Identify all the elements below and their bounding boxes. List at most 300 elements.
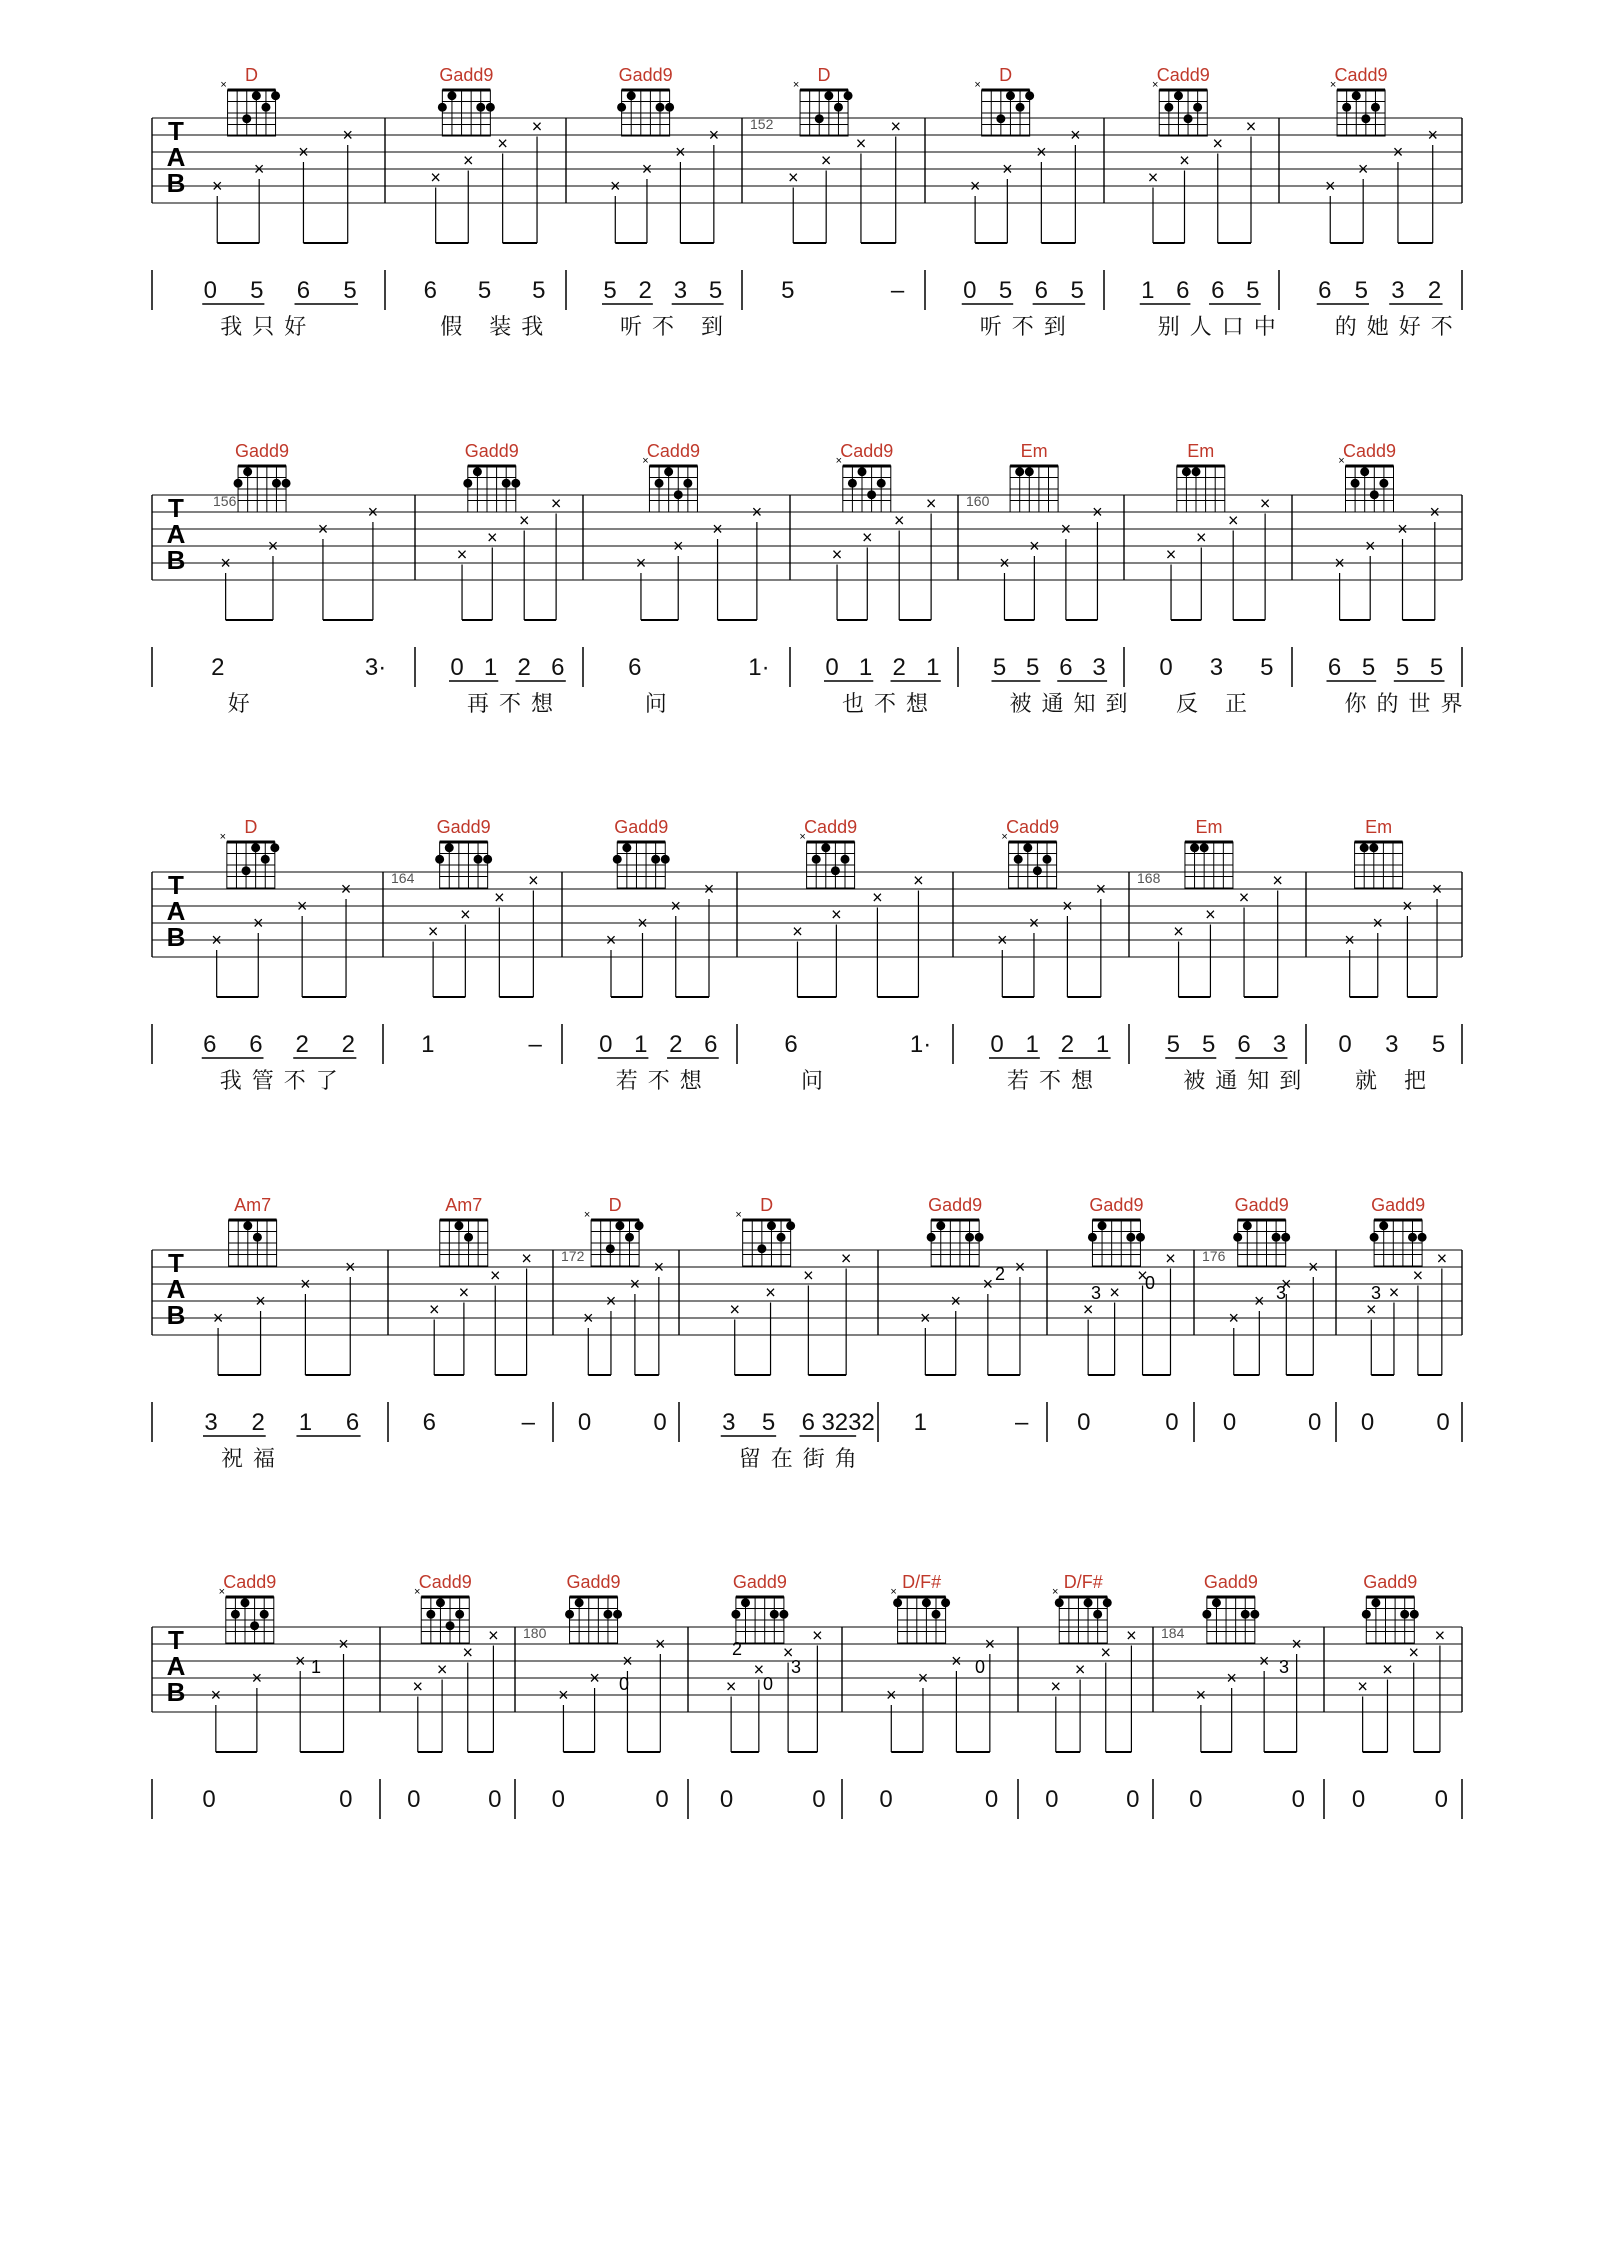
tab-note-x: × <box>1357 1676 1368 1697</box>
tab-note-x: × <box>950 1291 961 1311</box>
chord-name: D <box>999 65 1013 85</box>
chord-dot <box>243 467 252 476</box>
tab-note-x: × <box>1408 1642 1419 1663</box>
tab-note-x: × <box>1344 930 1355 950</box>
chord-diagram <box>1052 1586 1112 1643</box>
jianpu-note: 0 <box>812 1786 826 1813</box>
chord-dot <box>844 91 853 100</box>
tab-note-x: × <box>675 142 686 162</box>
jianpu-note: 0 <box>450 654 464 681</box>
tab-note-x: × <box>1050 1676 1062 1697</box>
lyric-text: 就 把 <box>1355 1069 1436 1094</box>
tab-note-x: × <box>1095 879 1107 899</box>
chord-diagram <box>1177 466 1225 512</box>
tab-note-x: × <box>886 1685 897 1705</box>
tab-note-x: × <box>1173 921 1184 942</box>
tab-note-x: × <box>296 896 308 916</box>
jianpu-note: 3 <box>673 277 688 304</box>
tab-note-x: × <box>862 527 873 548</box>
tab-note-x: × <box>803 1265 814 1286</box>
tab-note-x: × <box>753 1659 765 1680</box>
chord-dot <box>436 1598 445 1607</box>
chord-diagram <box>438 90 495 136</box>
jianpu-note: 5 <box>1201 1031 1216 1058</box>
chord-name: D <box>245 65 259 85</box>
chord-dot <box>655 479 664 488</box>
chord-dot <box>1360 843 1369 852</box>
chord-name: Am7 <box>234 1195 272 1215</box>
chord-dot <box>651 855 660 864</box>
tab-clef: A <box>166 1651 186 1681</box>
bar-number: 180 <box>523 1625 547 1641</box>
jianpu-note: 6 <box>628 654 642 681</box>
chord-diagram <box>642 455 697 512</box>
jianpu-note: – <box>890 277 905 304</box>
chord-dot <box>272 479 281 488</box>
chord-dot <box>767 1221 776 1230</box>
tab-note-x: × <box>1092 502 1103 522</box>
chord-dot <box>260 1610 269 1619</box>
tab-note-x: × <box>872 887 883 908</box>
chord-dot <box>1103 1598 1112 1607</box>
tab-note-x: × <box>999 553 1010 573</box>
chord-dot <box>1164 103 1173 112</box>
jianpu-note: 6 <box>423 277 437 304</box>
tab-note-x: × <box>1179 150 1190 171</box>
chord-dot <box>622 843 631 852</box>
chord-dot <box>1098 1221 1107 1230</box>
tab-note-x: × <box>558 1685 569 1705</box>
chord-dot <box>473 467 482 476</box>
chord-diagram <box>1330 79 1385 136</box>
jianpu-note: 0 <box>488 1786 502 1813</box>
jianpu-note: 3 <box>1092 654 1106 681</box>
chord-name: D/F# <box>902 1572 942 1592</box>
tab-note-x: × <box>1259 493 1271 514</box>
tab-note-x: × <box>1060 519 1072 539</box>
mute-mark: × <box>799 831 806 843</box>
bar-number: 160 <box>966 493 990 509</box>
chord-name: Cadd9 <box>1156 65 1210 85</box>
chord-dot <box>261 103 270 112</box>
jianpu-note: 0 <box>879 1786 893 1813</box>
chord-dot <box>1043 855 1052 864</box>
chord-dot <box>824 91 833 100</box>
jianpu-note: 0 <box>551 1786 565 1813</box>
tab-clef: B <box>166 922 186 952</box>
chord-diagram <box>440 1220 488 1266</box>
tab-note-x: × <box>1226 1668 1237 1688</box>
jianpu-note: 5 <box>1166 1031 1180 1058</box>
jianpu-note: 0 <box>1291 1786 1306 1813</box>
chord-dot <box>674 490 683 499</box>
mute-mark: × <box>642 455 649 467</box>
mute-mark: × <box>218 1586 226 1598</box>
chord-dot <box>757 1244 766 1253</box>
chord-dot <box>252 91 261 100</box>
chord-dot <box>231 1610 240 1619</box>
tab-note-x: × <box>550 493 562 514</box>
jianpu-note: 6 <box>1059 654 1073 681</box>
chord-dot <box>1250 1610 1259 1619</box>
tab-note-x: × <box>729 1299 740 1320</box>
bar-number: 168 <box>1137 870 1161 886</box>
tab-fret-number: 2 <box>994 1264 1006 1284</box>
tab-note-x: × <box>1364 536 1376 556</box>
mute-mark: × <box>220 79 227 91</box>
tab-note-x: × <box>913 870 924 891</box>
chord-diagram <box>836 455 891 512</box>
chord-name: Gadd9 <box>1371 1195 1426 1215</box>
jianpu-note: 5 <box>1070 277 1084 304</box>
lyric-text: 假 装我 <box>440 315 554 340</box>
chord-dot <box>779 1610 788 1619</box>
lyric-text: 听不到 <box>979 315 1076 340</box>
jianpu-note: 0 <box>1165 1409 1179 1436</box>
chord-diagram <box>1355 842 1403 888</box>
chord-name: Am7 <box>445 1195 483 1215</box>
tab-note-x: × <box>703 879 715 899</box>
chord-diagram <box>1001 831 1056 888</box>
chord-name: Cadd9 <box>1006 817 1060 837</box>
chord-dot <box>858 467 867 476</box>
tab-note-x: × <box>831 544 843 565</box>
tab-note-x: × <box>1100 1642 1112 1663</box>
tab-note-x: × <box>765 1282 776 1303</box>
tab-note-x: × <box>1372 913 1384 933</box>
tab-note-x: × <box>1245 116 1257 137</box>
jianpu-note: 1 <box>421 1031 435 1058</box>
tab-note-x: × <box>653 1257 665 1277</box>
lyric-text: 反 正 <box>1176 692 1257 717</box>
chord-name: Gadd9 <box>436 817 491 837</box>
tab-fret-number: 1 <box>310 1657 322 1677</box>
chord-diagram <box>1338 455 1393 512</box>
tab-note-x: × <box>298 142 309 162</box>
chord-dot <box>1200 843 1209 852</box>
tab-note-x: × <box>997 930 1008 950</box>
tab-note-x: × <box>605 1291 617 1311</box>
chord-name: Gadd9 <box>1234 1195 1289 1215</box>
tab-note-x: × <box>708 125 720 145</box>
tab-note-x: × <box>344 1257 356 1277</box>
chord-dot <box>1174 91 1183 100</box>
jianpu-note: 0 <box>1077 1409 1091 1436</box>
chord-dot <box>922 1598 931 1607</box>
tab-note-x: × <box>641 159 653 179</box>
tab-note-x: × <box>917 1668 929 1688</box>
tab-note-x: × <box>982 1274 994 1294</box>
tab-note-x: × <box>1434 1625 1446 1646</box>
tab-note-x: × <box>1392 142 1404 162</box>
tab-note-x: × <box>1412 1265 1424 1286</box>
chord-dot <box>1212 1598 1221 1607</box>
jianpu-note: – <box>528 1031 542 1058</box>
jianpu-note: 5 <box>1395 654 1410 681</box>
bar-number: 184 <box>1161 1625 1185 1641</box>
jianpu-note: 2 <box>669 1031 683 1058</box>
jianpu-note: 0 <box>1351 1786 1366 1813</box>
chord-name: Cadd9 <box>1342 441 1397 461</box>
jianpu-note: 0 <box>202 1786 216 1813</box>
tab-fret-number: 3 <box>1275 1283 1287 1303</box>
chord-dot <box>1182 467 1191 476</box>
tab-note-x: × <box>456 544 468 565</box>
jianpu-note: 5 <box>761 1409 776 1436</box>
chord-name: D <box>244 817 258 837</box>
tab-note-x: × <box>1147 167 1159 188</box>
tab-note-x: × <box>1082 1299 1094 1320</box>
chord-diagram <box>890 1586 950 1643</box>
jianpu-note: 6 <box>1034 277 1049 304</box>
chord-dot <box>575 1598 584 1607</box>
tab-note-x: × <box>531 116 543 137</box>
bar-number: 156 <box>213 493 237 509</box>
jianpu-note: 6 <box>1237 1031 1251 1058</box>
chord-dot <box>476 103 485 112</box>
lyric-text: 问 <box>801 1069 834 1094</box>
tab-note-x: × <box>622 1651 633 1671</box>
tab-note-x: × <box>1429 502 1441 522</box>
chord-dot <box>1084 1598 1093 1607</box>
chord-dot <box>664 467 673 476</box>
chord-dot <box>1033 866 1042 875</box>
jianpu-note: 5 <box>343 277 357 304</box>
chord-name: Em <box>1365 817 1393 837</box>
tab-fret-number: 3 <box>1278 1657 1290 1677</box>
chord-dot <box>1342 103 1351 112</box>
tab-note-x: × <box>1002 159 1013 179</box>
jianpu-note: 0 <box>1189 1786 1203 1813</box>
tab-note-x: × <box>951 1651 962 1671</box>
tab-fret-number: 0 <box>974 1657 986 1677</box>
tab-clef: A <box>166 142 186 172</box>
jianpu-note: 0 <box>1222 1409 1237 1436</box>
tab-note-x: × <box>1109 1282 1120 1303</box>
chord-dot <box>831 866 840 875</box>
chord-dot <box>445 843 454 852</box>
chord-dot <box>777 1233 786 1242</box>
chord-dot <box>447 91 456 100</box>
tab-note-x: × <box>211 176 223 196</box>
chord-dot <box>1025 467 1034 476</box>
chord-dot <box>565 1610 574 1619</box>
chord-dot <box>251 843 260 852</box>
chord-name: Cadd9 <box>1334 65 1388 85</box>
chord-dot <box>1379 479 1388 488</box>
lyric-text: 我管不了 <box>219 1069 348 1094</box>
chord-name: Gadd9 <box>732 1572 787 1592</box>
chord-name: Gadd9 <box>439 65 494 85</box>
tab-note-x: × <box>1272 870 1283 891</box>
jianpu-note: 3 <box>204 1409 218 1436</box>
chord-dot <box>815 114 824 123</box>
jianpu-note: 5 <box>532 277 546 304</box>
jianpu-note: 0 <box>1434 1786 1448 1813</box>
jianpu-note: 5 <box>250 277 264 304</box>
jianpu-note: 1 <box>634 1031 648 1058</box>
chord-diagram <box>1185 842 1233 888</box>
chord-dot <box>1243 1221 1252 1230</box>
chord-dot <box>438 103 447 112</box>
jianpu-note: 3 <box>1385 1031 1399 1058</box>
jianpu-note: 0 <box>719 1786 734 1813</box>
mute-mark: × <box>792 79 800 91</box>
chord-dot <box>1093 1610 1102 1619</box>
chord-diagram <box>584 1209 644 1266</box>
jianpu-note: 5 <box>1429 654 1444 681</box>
chord-name: D <box>760 1195 774 1215</box>
tab-note-x: × <box>427 921 439 942</box>
jianpu-note: – <box>1014 1409 1029 1436</box>
jianpu-note: 0 <box>990 1031 1004 1058</box>
tab-note-x: × <box>436 1659 448 1680</box>
chord-diagram <box>1202 1597 1259 1643</box>
jianpu-note: 0 <box>1159 654 1173 681</box>
jianpu-note: 5 <box>992 654 1007 681</box>
chord-dot <box>1410 1610 1419 1619</box>
chord-diagram <box>229 1220 277 1266</box>
jianpu-note: 0 <box>339 1786 353 1813</box>
jianpu-note: 2 <box>517 654 531 681</box>
chord-dot <box>1014 855 1023 864</box>
bar-number: 172 <box>561 1248 585 1264</box>
tab-fret-number: 0 <box>762 1674 774 1694</box>
tab-note-x: × <box>1028 913 1040 933</box>
tab-note-x: × <box>1029 536 1040 556</box>
jianpu-note: 5 <box>1361 654 1376 681</box>
chord-dot <box>683 479 692 488</box>
jianpu-note: 6 <box>704 1031 718 1058</box>
lyric-text: 我只好 <box>220 315 317 340</box>
chord-dot <box>446 1621 455 1630</box>
chord-diagram <box>565 1597 622 1643</box>
tab-note-x: × <box>1291 1634 1302 1654</box>
chord-dot <box>635 1221 644 1230</box>
tab-note-x: × <box>672 536 684 556</box>
chord-dot <box>261 855 270 864</box>
chord-name: Gadd9 <box>566 1572 621 1592</box>
tab-clef: T <box>168 116 184 146</box>
tab-note-x: × <box>925 493 937 514</box>
chord-name: Gadd9 <box>1089 1195 1144 1215</box>
chord-dot <box>834 103 843 112</box>
jianpu-note: 0 <box>984 1786 999 1813</box>
chord-dot <box>606 1244 615 1253</box>
chord-diagram <box>617 90 674 136</box>
tab-note-x: × <box>1382 1659 1393 1680</box>
chord-dot <box>786 1221 795 1230</box>
tab-note-x: × <box>220 553 231 573</box>
tab-note-x: × <box>712 519 723 539</box>
chord-name: Gadd9 <box>618 65 673 85</box>
chord-dot <box>1370 490 1379 499</box>
chord-name: Gadd9 <box>464 441 519 461</box>
tab-note-x: × <box>655 1634 666 1654</box>
chord-dot <box>435 855 444 864</box>
chord-name: Cadd9 <box>223 1572 277 1592</box>
jianpu-note: 0 <box>1045 1786 1059 1813</box>
jianpu-note: 1· <box>748 654 770 681</box>
tab-note-x: × <box>792 921 803 942</box>
jianpu-note: 2 <box>251 1409 265 1436</box>
mute-mark: × <box>835 455 843 467</box>
chord-dot <box>1351 479 1360 488</box>
chord-dot <box>1006 91 1015 100</box>
chord-diagram <box>1370 1220 1427 1266</box>
chord-name: Gadd9 <box>614 817 669 837</box>
tab-note-x: × <box>1366 1299 1377 1320</box>
tab-clef: A <box>166 519 186 549</box>
mute-mark: × <box>1052 1586 1059 1598</box>
jianpu-note: 3 <box>1272 1031 1287 1058</box>
tab-note-x: × <box>589 1668 600 1688</box>
jianpu-note: 0 <box>577 1409 592 1436</box>
chord-diagram <box>1088 1220 1145 1266</box>
chord-dot <box>1126 1233 1135 1242</box>
lyric-text: 若不想 <box>615 1069 712 1094</box>
jianpu-note: 5 <box>1354 277 1369 304</box>
chord-diagram <box>220 79 280 136</box>
chord-dot <box>996 114 1005 123</box>
jianpu-note: 6 <box>422 1409 436 1436</box>
chord-dot <box>1190 843 1199 852</box>
tab-note-x: × <box>1137 1265 1148 1286</box>
tab-note-x: × <box>1254 1291 1265 1311</box>
chord-dot <box>1352 91 1361 100</box>
tab-note-x: × <box>840 1248 852 1269</box>
chord-diagram <box>927 1220 984 1266</box>
tab-note-x: × <box>1258 1651 1270 1671</box>
chord-diagram <box>799 831 854 888</box>
jianpu-note: 5 <box>1246 277 1260 304</box>
chord-dot <box>893 1598 902 1607</box>
jianpu-note: 5 <box>603 277 617 304</box>
chord-dot <box>253 1233 262 1242</box>
lyric-text: 祝福 <box>221 1447 286 1472</box>
chord-name: D/F# <box>1063 1572 1103 1592</box>
tab-note-x: × <box>1205 904 1216 925</box>
chord-dot <box>821 843 830 852</box>
mute-mark: × <box>1001 831 1008 843</box>
jianpu-note: 6 <box>551 654 565 681</box>
lyric-text: 的她好不 <box>1334 315 1463 340</box>
chord-name: D <box>817 65 831 85</box>
tab-clef: B <box>166 1677 186 1707</box>
chord-dot <box>731 1610 740 1619</box>
tab-note-x: × <box>1436 1248 1448 1269</box>
jianpu-note: 1 <box>926 654 940 681</box>
chord-dot <box>1408 1233 1417 1242</box>
tab-fret-number: 3 <box>1370 1283 1382 1303</box>
chord-dot <box>661 855 670 864</box>
chord-diagram <box>974 79 1034 136</box>
bar-number: 164 <box>391 870 415 886</box>
chord-dot <box>603 1610 612 1619</box>
chord-dot <box>665 103 674 112</box>
mute-mark: × <box>890 1586 897 1598</box>
chord-diagram <box>414 1586 469 1643</box>
tab-note-x: × <box>488 1625 499 1646</box>
chord-name: Cadd9 <box>646 441 700 461</box>
lyric-text: 问 <box>644 692 677 717</box>
tab-note-x: × <box>430 167 441 188</box>
chord-dot <box>1371 1598 1380 1607</box>
tab-note-x: × <box>1334 553 1345 573</box>
chord-dot <box>1088 1233 1097 1242</box>
tab-note-x: × <box>1074 1659 1086 1680</box>
chord-name: Cadd9 <box>840 441 894 461</box>
